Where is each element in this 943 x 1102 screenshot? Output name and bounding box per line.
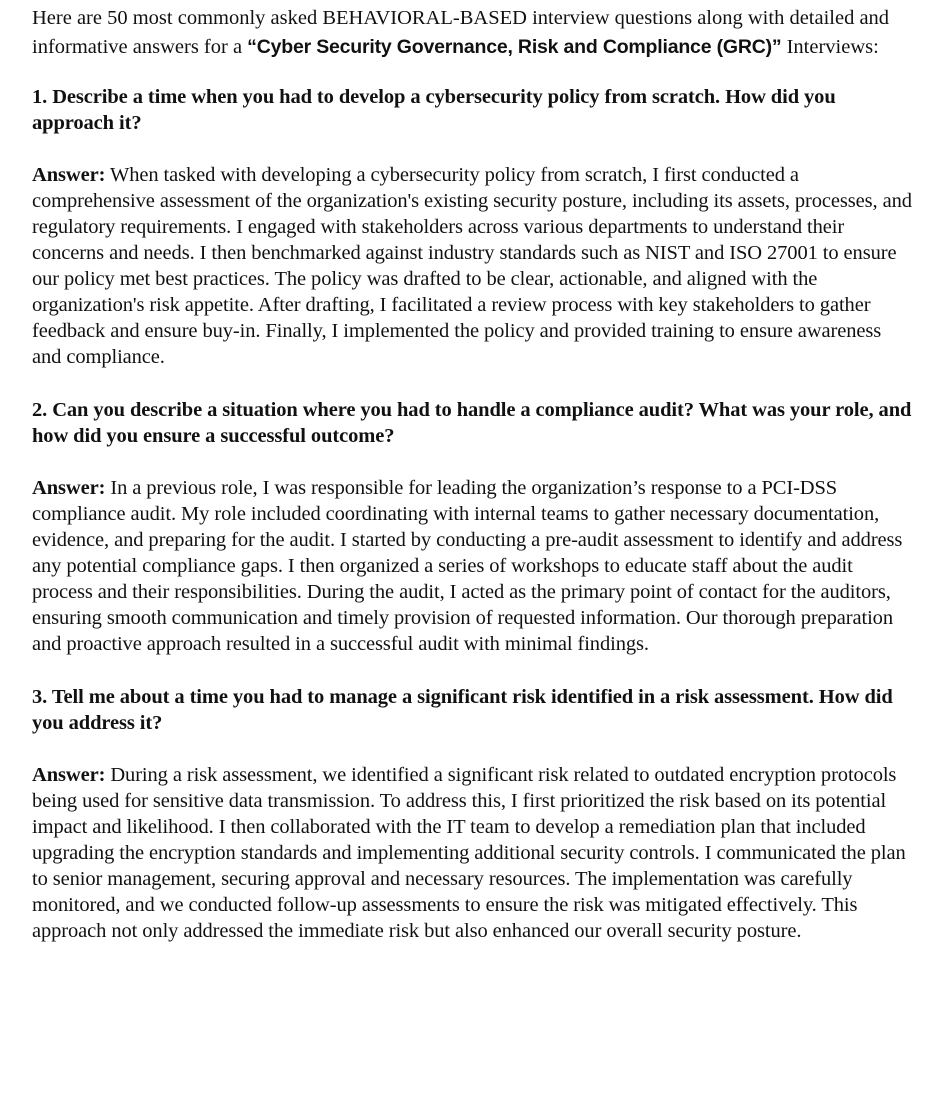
intro-text-end: Interviews: — [781, 35, 879, 58]
answer-text: During a risk assessment, we identified a significant risk related to outdated encryption protocols being used for sensitive data transmission. To address this, I first prioritized the risk based on its potential impact and likelihood. I then collaborated with the IT team to develop a remediation plan that included upgrading the encryption standards and implementing additional security controls. I communicated the plan to senior management, securing approval and necessary resources. The implementation was carefully monitored, and we conducted follow-up assessments to ensure the risk was mitigated effectively. This approach not only addressed the immediate risk but also enhanced our overall security posture. — [32, 764, 906, 942]
answer-label: Answer: — [32, 164, 106, 186]
intro-paragraph — [32, 4, 912, 61]
answer-label: Answer: — [32, 764, 106, 786]
question-1: 1. Describe a time when you had to develop a cybersecurity policy from scratch. How did you approach it? — [32, 86, 836, 134]
answer-2 — [32, 475, 912, 657]
question-2: 2. Can you describe a situation where you had to handle a compliance audit? What was your role, and how did you ensure a successful outcome? — [32, 399, 912, 447]
document-page — [32, 4, 912, 971]
intro-highlight: “Cyber Security Governance, Risk and Compliance (GRC)” — [247, 35, 782, 58]
answer-1 — [32, 162, 912, 370]
answer-text: When tasked with developing a cybersecurity policy from scratch, I first conducted a comprehensive assessment of the organization's existing security posture, including its assets, processes, and regulatory requirements. I engaged with stakeholders across various departments to understand their concerns and needs. I then benchmarked against industry standards such as NIST and ISO 27001 to ensure our policy met best practices. The policy was drafted to be clear, actionable, and aligned with the organization's risk appetite. After drafting, I facilitated a review process with key stakeholders to gather feedback and ensure buy-in. Finally, I implemented the policy and provided training to ensure awareness and compliance. — [32, 164, 912, 368]
intro-text: Here are 50 most commonly asked BEHAVIORAL-BASED interview questions along with detailed and informative answers for a — [32, 7, 890, 58]
answer-text: In a previous role, I was responsible for leading the organization’s response to a PCI-DSS compliance audit. My role included coordinating with internal teams to gather necessary documentation, evidence, and preparing for the audit. I started by conducting a pre-audit assessment to identify and address any potential compliance gaps. I then organized a series of workshops to educate staff about the audit process and their responsibilities. During the audit, I acted as the primary point of contact for the auditors, ensuring smooth communication and timely provision of requested information. Our thorough preparation and proactive approach resulted in a successful audit with minimal findings. — [32, 477, 903, 655]
answer-3 — [32, 762, 912, 944]
answer-label: Answer: — [32, 477, 106, 499]
question-3: 3. Tell me about a time you had to manage a significant risk identified in a risk assessment. How did you address it? — [32, 686, 893, 734]
